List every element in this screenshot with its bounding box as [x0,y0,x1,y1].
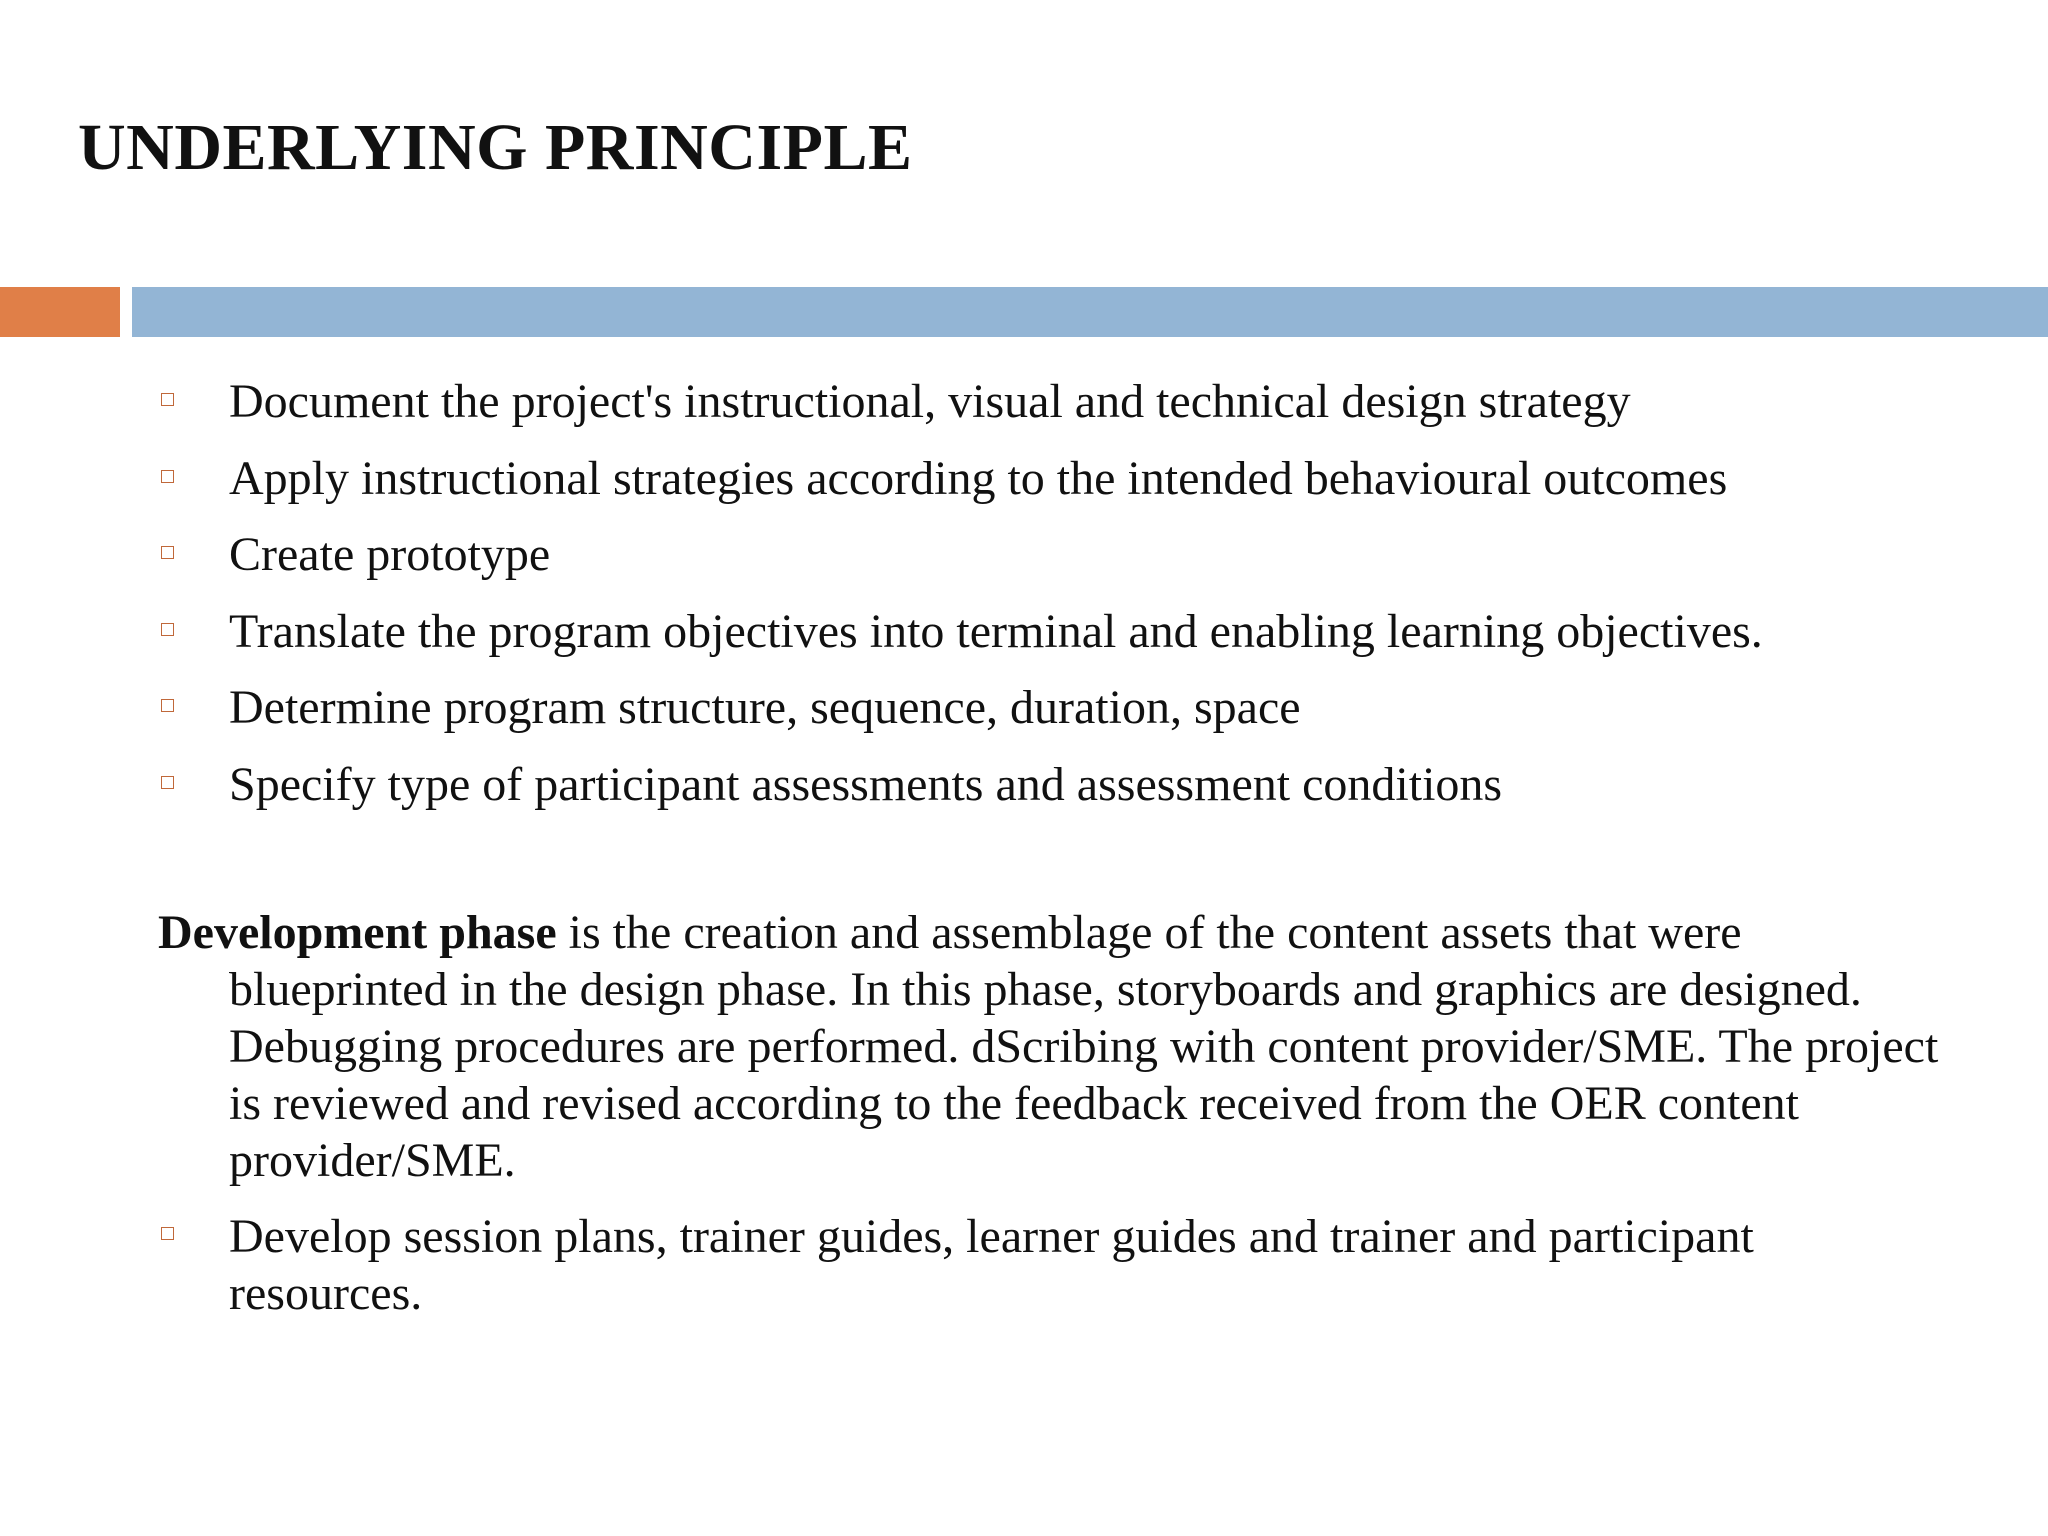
hollow-square-icon [161,546,174,559]
list-item [158,670,2018,747]
list-item [158,594,2018,671]
bullet-text: Create prototype [229,528,551,582]
accent-bar-blue [132,287,2048,337]
development-phase-body: is the creation and assemblage of the content assets that were blueprinted in the design phase. In this phase, storyboards and graphics are designed. Debugging procedures are performed. dScribing with content provider/SME. The project is reviewed and revised according to the feedback received from the OER content provider/SME. [229,906,1939,1187]
list-item [158,517,2018,594]
hollow-square-icon [161,470,174,483]
accent-bar-orange [0,287,120,337]
bullet-text: Determine program structure, sequence, duration, space [229,681,1301,735]
bullet-text: Apply instructional strategies according to the intended behavioural outcomes [229,451,1728,505]
slide-title: UNDERLYING PRINCIPLE [78,111,913,184]
development-bullet-list [158,1208,1938,1322]
hollow-square-icon [161,393,174,406]
bullet-text: Develop session plans, trainer guides, learner guides and trainer and participant resources. [229,1210,1754,1320]
design-bullet-list [158,364,2018,824]
hollow-square-icon [161,1227,174,1240]
bullet-text: Document the project's instructional, visual and technical design strategy [229,375,1631,428]
list-item [158,364,2018,441]
list-item [158,747,2018,824]
list-item [158,1208,1938,1322]
bullet-text: Specify type of participant assessments and assessment conditions [229,757,1503,811]
hollow-square-icon [161,776,174,789]
hollow-square-icon [161,623,174,636]
list-item [158,441,2018,518]
development-phase-term: Development phase [158,906,557,959]
hollow-square-icon [161,699,174,712]
bullet-text: Translate the program objectives into terminal and enabling learning objectives. [229,604,1763,658]
development-phase-paragraph [158,904,1969,1189]
